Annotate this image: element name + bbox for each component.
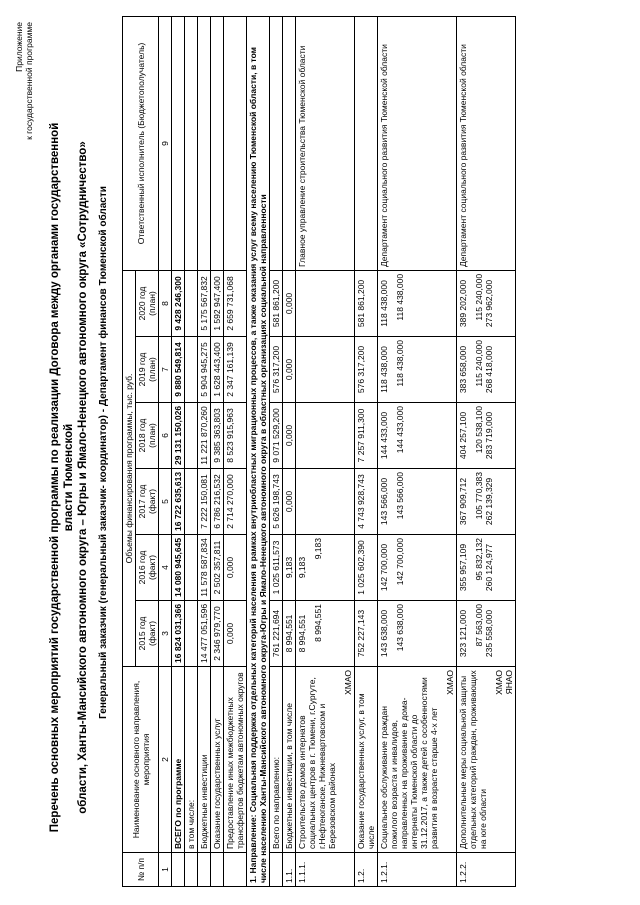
value-cell xyxy=(378,403,457,469)
value-cell: 0,000 xyxy=(283,403,296,469)
region-value: 115 240,000 xyxy=(474,273,484,321)
region-value: 273 962,000 xyxy=(484,279,494,328)
index-cell: 5 xyxy=(159,469,172,535)
row-name: Оказание государственных услуг xyxy=(211,667,224,853)
value-cell: 7 222 150,081 xyxy=(198,469,211,535)
region-value: 235 558,000 xyxy=(484,609,494,658)
region-label: ХМАО xyxy=(343,670,353,695)
value-cell: 5 626 198,743 xyxy=(270,469,283,535)
year-type: (план) xyxy=(147,357,157,382)
row-name: Всего по направлению: xyxy=(270,667,283,853)
header-year-2018 xyxy=(136,403,159,469)
value-cell: 14 477 051,596 xyxy=(198,601,211,667)
header-index-row xyxy=(159,16,172,886)
row-1-1 xyxy=(283,16,296,886)
header-funding: Объемы финансирования программы, тыс. руб. xyxy=(123,270,136,666)
executor-cell: Департамент социального развития Тюменской области xyxy=(457,16,516,270)
value: 389 202,000 xyxy=(458,279,468,328)
value-cell: 9,183 xyxy=(283,535,296,601)
value-cell xyxy=(457,337,516,403)
region-value: 260 124,977 xyxy=(484,543,494,592)
region-value: 118 438,000 xyxy=(395,340,405,387)
row-transfers xyxy=(224,16,247,886)
value-cell: 5 904 945,275 xyxy=(198,337,211,403)
value-cell xyxy=(378,469,457,535)
year-label: 2019 год xyxy=(137,352,147,387)
executor-cell xyxy=(224,16,247,270)
value-cell: 1 628 443,400 xyxy=(211,337,224,403)
value: 383 658,000 xyxy=(458,345,468,394)
value-cell: 0,000 xyxy=(224,601,247,667)
executor-cell xyxy=(355,16,378,270)
value-cell: 0,000 xyxy=(283,337,296,403)
year-label: 2016 год xyxy=(137,550,147,585)
value: 143 566,000 xyxy=(379,477,389,526)
value-cell: 8 994,551 xyxy=(283,601,296,667)
region-value: 87 563,000 xyxy=(474,604,484,647)
header-row-1 xyxy=(123,16,136,886)
value-cell: 11 578 587,834 xyxy=(198,535,211,601)
executor-cell xyxy=(283,16,296,270)
executor-cell xyxy=(270,16,283,270)
num-cell: 1.2. xyxy=(355,853,378,887)
value-cell xyxy=(378,601,457,667)
index-cell: 2 xyxy=(159,667,172,853)
value-cell: 8 523 915,963 xyxy=(224,403,247,469)
header-executor: Ответственный исполнитель (Бюджетополучатель) xyxy=(123,16,159,270)
row-1-1-1 xyxy=(296,16,355,886)
row-direction-1 xyxy=(247,16,270,886)
year-label: 2015 год xyxy=(137,616,147,651)
region-label: ХМАО xyxy=(445,670,455,695)
direction-heading: 1. Направление: Социальная поддержка отдельных категорий населения в рамках внутриобластных миграционных процессов, а также оказания услуг всему населению Тюменской области, в том числе населению Ханты-Мансийского автономного округа-Югры и Ямало-Ненецкого автономного округа в областных организациях социальной направленности xyxy=(247,16,270,886)
general-customer: Генеральный заказчик (генеральный заказчик- координатор) - Департамент финансов Тюменской области xyxy=(98,186,109,719)
region-value: 143 566,000 xyxy=(395,472,405,520)
value: 355 957,109 xyxy=(458,543,468,592)
region-value: 262 139,329 xyxy=(484,477,494,526)
year-type: (факт) xyxy=(147,554,157,581)
value: 323 121,000 xyxy=(458,609,468,658)
region-value: 142 700,000 xyxy=(395,538,405,586)
value-cell: 752 227,143 xyxy=(355,601,378,667)
value-cell: 7 257 911,300 xyxy=(355,403,378,469)
value: 143 638,000 xyxy=(379,609,389,658)
value-cell xyxy=(457,403,516,469)
region-value: 105 770,383 xyxy=(474,472,484,520)
value-cell: 2 346 979,770 xyxy=(211,601,224,667)
value-cell: 4 743 928,743 xyxy=(355,469,378,535)
value-cell xyxy=(296,601,355,667)
row-name-text: Строительство домов интернатов социальных центров в г. Тюмени, г.Сургуте, г.Нефтеюганске, Нижневартовском и Березовском районах xyxy=(297,677,337,849)
value-cell: 14 080 945,645 xyxy=(172,535,185,601)
region-value: 268 418,000 xyxy=(484,345,494,394)
row-budget-investments xyxy=(198,16,211,886)
value: 144 433,000 xyxy=(379,411,389,460)
value: 118 438,000 xyxy=(379,346,389,393)
region-value: 8 994,551 xyxy=(313,604,323,642)
executor-cell xyxy=(198,16,211,270)
value-cell: 16 824 031,366 xyxy=(172,601,185,667)
index-cell: 1 xyxy=(159,853,172,887)
value-cell: 1 025 602,390 xyxy=(355,535,378,601)
value-cell xyxy=(296,403,355,469)
index-cell: 4 xyxy=(159,535,172,601)
value-cell: 5 175 567,832 xyxy=(198,270,211,336)
header-num: № п/п xyxy=(123,853,159,887)
num-cell xyxy=(172,853,185,887)
index-cell: 3 xyxy=(159,601,172,667)
value-cell: 0,000 xyxy=(283,469,296,535)
appendix-note xyxy=(14,22,34,140)
year-type: (факт) xyxy=(147,620,157,647)
row-name xyxy=(378,667,457,853)
value: 367 909,712 xyxy=(458,477,468,526)
header-name: Наименование основного направления, мероприятия xyxy=(123,667,159,853)
appendix-line-1: Приложение xyxy=(14,22,24,72)
year-type: (план) xyxy=(147,423,157,448)
value-cell: 11 221 870,260 xyxy=(198,403,211,469)
executor-cell: Департамент социального развития Тюменской области xyxy=(378,16,457,270)
num-cell: 1.2.1. xyxy=(378,853,457,887)
year-type: (план) xyxy=(147,291,157,316)
year-label: 2020 год xyxy=(137,286,147,321)
value-cell: 576 317,200 xyxy=(270,337,283,403)
region-value: 115 240,000 xyxy=(474,340,484,387)
row-name: ВСЕГО по программе xyxy=(172,667,185,853)
index-cell: 6 xyxy=(159,403,172,469)
header-year-2017 xyxy=(136,469,159,535)
title-line-2: области, Ханты-Мансийского автономного округа – Югры и Ямало-Ненецкого автономного округа «Сотрудничество» xyxy=(77,141,89,814)
header-year-2015 xyxy=(136,601,159,667)
row-name xyxy=(457,667,516,853)
row-name: Предоставление иных межбюджетных трансфертов бюджетам автономных округов xyxy=(224,667,247,853)
executor-cell xyxy=(172,16,185,270)
header-year-2016 xyxy=(136,535,159,601)
header-year-2019 xyxy=(136,337,159,403)
region-value: 118 438,000 xyxy=(395,273,405,321)
value-cell: 2 659 731,068 xyxy=(224,270,247,336)
row-name xyxy=(296,667,355,853)
value-cell xyxy=(457,535,516,601)
value-cell xyxy=(378,270,457,336)
index-cell: 8 xyxy=(159,270,172,336)
row-including xyxy=(185,16,198,886)
year-label: 2017 год xyxy=(137,484,147,519)
value: 8 994,551 xyxy=(297,614,307,653)
value-cell: 29 131 150,026 xyxy=(172,403,185,469)
value-cell xyxy=(296,535,355,601)
row-name: Бюджетные инвестиции, в том числе xyxy=(283,667,296,853)
num-cell: 1.2.2. xyxy=(457,853,516,887)
value-cell: 9 880 549,814 xyxy=(172,337,185,403)
num-cell: 1.1. xyxy=(283,853,296,887)
value: 142 700,000 xyxy=(379,543,389,592)
region-value: 9,183 xyxy=(313,538,323,560)
region-value: 120 538,100 xyxy=(474,406,484,454)
value-cell xyxy=(296,469,355,535)
row-gov-services xyxy=(211,16,224,886)
row-name-text: Социальное обслуживание граждан пожилого возраста и инвалидов, направленных на проживание в дома-интернаты Тюменской области до 31.12.2017, а также детей с особенностями развития в возрасте старше 4-х лет xyxy=(379,677,439,849)
value-cell: 761 221,694 xyxy=(270,601,283,667)
value-cell: 9 385 363,803 xyxy=(211,403,224,469)
value-cell: 16 722 635,613 xyxy=(172,469,185,535)
year-type: (факт) xyxy=(147,488,157,515)
row-name-text: Дополнительные меры социальной защиты отдельных категорий граждан, проживающих на юге области xyxy=(458,670,488,849)
value-cell xyxy=(296,337,355,403)
value-cell: 9 071 529,200 xyxy=(270,403,283,469)
value-cell: 1 025 611,573 xyxy=(270,535,283,601)
row-name: в том числе: xyxy=(185,667,198,853)
num-cell xyxy=(198,853,211,887)
value-cell xyxy=(378,535,457,601)
measures-table xyxy=(122,16,516,887)
value-cell: 2 347 161,139 xyxy=(224,337,247,403)
value-cell xyxy=(457,601,516,667)
executor-cell: Главное управление строительства Тюменской области xyxy=(296,16,355,270)
value-cell: 2 714 270,000 xyxy=(224,469,247,535)
value-cell: 0,000 xyxy=(283,270,296,336)
value-cell xyxy=(457,270,516,336)
num-cell xyxy=(270,853,283,887)
value-cell xyxy=(296,270,355,336)
num-cell xyxy=(185,853,198,887)
region-label: ЯНАО xyxy=(504,670,514,695)
num-cell xyxy=(224,853,247,887)
row-name: Бюджетные инвестиции xyxy=(198,667,211,853)
num-cell: 1.1.1. xyxy=(296,853,355,887)
index-cell: 7 xyxy=(159,337,172,403)
value: 118 438,000 xyxy=(379,280,389,327)
document-title xyxy=(48,110,90,845)
value: 9,183 xyxy=(297,556,307,579)
value-cell: 2 502 357,811 xyxy=(211,535,224,601)
header-year-2020 xyxy=(136,270,159,336)
region-value: 95 832,132 xyxy=(474,538,484,581)
value-cell: 581 861,200 xyxy=(355,270,378,336)
value-cell: 0,000 xyxy=(224,535,247,601)
row-1-2-2 xyxy=(457,16,516,886)
region-label: ХМАО xyxy=(494,670,504,695)
row-1-2-1 xyxy=(378,16,457,886)
year-label: 2018 год xyxy=(137,418,147,453)
value-cell: 9 428 246,300 xyxy=(172,270,185,336)
appendix-line-2: к государственной программе xyxy=(24,22,34,140)
num-cell xyxy=(211,853,224,887)
region-value: 144 433,000 xyxy=(395,406,405,454)
value-cell xyxy=(457,469,516,535)
value: 404 257,100 xyxy=(458,411,468,460)
value-cell xyxy=(378,337,457,403)
executor-cell xyxy=(211,16,224,270)
value-cell: 6 786 216,532 xyxy=(211,469,224,535)
value-cell: 576 317,200 xyxy=(355,337,378,403)
title-line-1: Перечень основных мероприятий государственной программы по реализации Договора между органами государственной власти Тюменской xyxy=(49,122,75,833)
row-name: Оказание государственных услуг, в том числе xyxy=(355,667,378,853)
value-cell: 581 861,200 xyxy=(270,270,283,336)
row-1-2 xyxy=(355,16,378,886)
region-value: 143 638,000 xyxy=(395,604,405,652)
value-cell: 1 592 947,400 xyxy=(211,270,224,336)
region-value: 283 719,000 xyxy=(484,411,494,460)
row-total xyxy=(172,16,185,886)
row-direction-total xyxy=(270,16,283,886)
index-cell: 9 xyxy=(159,16,172,270)
